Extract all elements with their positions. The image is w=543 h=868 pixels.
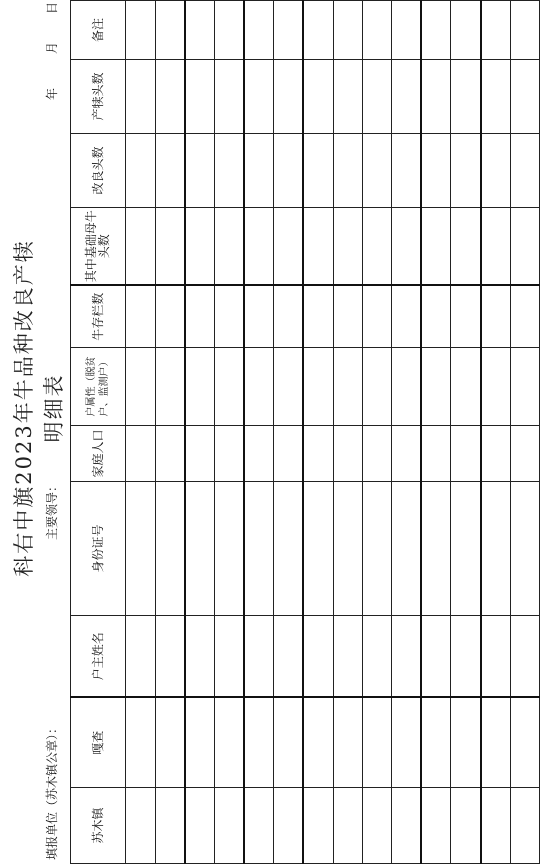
table-cell bbox=[126, 788, 155, 864]
table-cell bbox=[244, 426, 274, 482]
table-cell bbox=[274, 208, 304, 286]
table-cell bbox=[126, 60, 155, 134]
table-cell bbox=[391, 698, 421, 788]
table-row bbox=[185, 1, 215, 864]
table-cell bbox=[185, 788, 215, 864]
table-row bbox=[421, 1, 451, 864]
table-cell bbox=[451, 482, 481, 616]
table-cell bbox=[214, 208, 244, 286]
table-cell bbox=[362, 426, 391, 482]
table-row bbox=[126, 1, 155, 864]
table-cell bbox=[185, 348, 215, 426]
table-cell bbox=[274, 426, 304, 482]
date-month: 月 bbox=[45, 41, 59, 54]
table-cell bbox=[421, 698, 451, 788]
table-cell bbox=[274, 616, 304, 698]
table-cell bbox=[510, 134, 539, 208]
table-cell bbox=[481, 60, 511, 134]
table-cell bbox=[185, 426, 215, 482]
table-cell bbox=[244, 60, 274, 134]
table-cell bbox=[362, 134, 391, 208]
table-cell bbox=[362, 1, 391, 60]
col-header-cattle-stock: 牛存栏数 bbox=[71, 286, 126, 348]
table-cell bbox=[333, 60, 362, 134]
table-cell bbox=[451, 208, 481, 286]
table-cell bbox=[303, 1, 333, 60]
table-cell bbox=[244, 482, 274, 616]
date-day: 日 bbox=[45, 1, 59, 14]
table-row bbox=[214, 1, 244, 864]
table-cell bbox=[303, 208, 333, 286]
table-cell bbox=[451, 426, 481, 482]
table-cell bbox=[391, 482, 421, 616]
table-cell bbox=[510, 1, 539, 60]
table-cell bbox=[185, 208, 215, 286]
table-cell bbox=[421, 348, 451, 426]
table-cell bbox=[274, 286, 304, 348]
table-cell bbox=[214, 788, 244, 864]
table-row bbox=[303, 1, 333, 864]
table-cell bbox=[185, 60, 215, 134]
table-cell bbox=[185, 1, 215, 60]
table-cell bbox=[126, 1, 155, 60]
table-cell bbox=[126, 616, 155, 698]
table-cell bbox=[333, 348, 362, 426]
table-header-row bbox=[71, 1, 126, 864]
table-cell bbox=[214, 482, 244, 616]
table-cell bbox=[333, 286, 362, 348]
table-cell bbox=[451, 788, 481, 864]
table-cell bbox=[333, 788, 362, 864]
table-cell bbox=[274, 788, 304, 864]
table-cell bbox=[451, 286, 481, 348]
table-cell bbox=[214, 348, 244, 426]
table-cell bbox=[421, 208, 451, 286]
table-cell bbox=[303, 286, 333, 348]
table-cell bbox=[155, 1, 185, 60]
table-cell bbox=[481, 348, 511, 426]
table-cell bbox=[244, 286, 274, 348]
table-cell bbox=[155, 788, 185, 864]
table-cell bbox=[303, 348, 333, 426]
table-cell bbox=[185, 482, 215, 616]
table-cell bbox=[362, 788, 391, 864]
table-cell bbox=[421, 286, 451, 348]
table-cell bbox=[126, 286, 155, 348]
table-cell bbox=[155, 208, 185, 286]
table-cell bbox=[510, 426, 539, 482]
table-cell bbox=[451, 1, 481, 60]
table-cell bbox=[421, 482, 451, 616]
table-cell bbox=[421, 1, 451, 60]
table-cell bbox=[244, 788, 274, 864]
table-cell bbox=[214, 616, 244, 698]
table-cell bbox=[126, 482, 155, 616]
col-header-id-number: 身份证号 bbox=[71, 482, 126, 616]
table-row bbox=[155, 1, 185, 864]
table-cell bbox=[274, 1, 304, 60]
table-cell bbox=[303, 134, 333, 208]
table-cell bbox=[244, 348, 274, 426]
table-cell bbox=[155, 426, 185, 482]
table-cell bbox=[510, 286, 539, 348]
table-row bbox=[362, 1, 391, 864]
table-cell bbox=[214, 60, 244, 134]
table-row bbox=[391, 1, 421, 864]
table-cell bbox=[303, 482, 333, 616]
table-cell bbox=[126, 426, 155, 482]
table-cell bbox=[391, 1, 421, 60]
table-row bbox=[510, 1, 539, 864]
table-cell bbox=[214, 426, 244, 482]
col-header-base-cows: 其中基础母牛头数 bbox=[71, 208, 126, 286]
table-cell bbox=[333, 1, 362, 60]
table-cell bbox=[362, 208, 391, 286]
table-cell bbox=[244, 134, 274, 208]
table-cell bbox=[303, 788, 333, 864]
table-row bbox=[333, 1, 362, 864]
table-cell bbox=[333, 208, 362, 286]
col-header-calves-count: 产犊头数 bbox=[71, 60, 126, 134]
table-cell bbox=[214, 134, 244, 208]
table-cell bbox=[126, 348, 155, 426]
table-cell bbox=[274, 698, 304, 788]
table-cell bbox=[185, 286, 215, 348]
table-row bbox=[274, 1, 304, 864]
col-header-gacha: 嘎查 bbox=[71, 698, 126, 788]
table-cell bbox=[391, 60, 421, 134]
table-cell bbox=[362, 698, 391, 788]
table-cell bbox=[214, 286, 244, 348]
table-cell bbox=[333, 482, 362, 616]
table-cell bbox=[362, 616, 391, 698]
col-header-sumu: 苏木镇 bbox=[71, 788, 126, 864]
table-cell bbox=[333, 616, 362, 698]
table-body bbox=[126, 1, 540, 864]
table-cell bbox=[391, 286, 421, 348]
table-cell bbox=[421, 788, 451, 864]
table-cell bbox=[185, 698, 215, 788]
table-cell bbox=[510, 788, 539, 864]
detail-table bbox=[70, 0, 540, 864]
table-cell bbox=[481, 788, 511, 864]
table-cell bbox=[333, 426, 362, 482]
table-cell bbox=[391, 208, 421, 286]
table-cell bbox=[303, 616, 333, 698]
table-row bbox=[244, 1, 274, 864]
table-cell bbox=[126, 134, 155, 208]
table-row bbox=[481, 1, 511, 864]
table-cell bbox=[303, 698, 333, 788]
table-cell bbox=[451, 134, 481, 208]
table-cell bbox=[185, 134, 215, 208]
table-cell bbox=[510, 348, 539, 426]
table-cell bbox=[391, 426, 421, 482]
table-cell bbox=[244, 1, 274, 60]
table-cell bbox=[481, 616, 511, 698]
reporting-unit-label: 填报单位（苏木镇公章）： bbox=[45, 721, 59, 860]
table-cell bbox=[481, 482, 511, 616]
table-cell bbox=[362, 286, 391, 348]
table-cell bbox=[510, 60, 539, 134]
col-header-remarks: 备注 bbox=[71, 1, 126, 60]
table-cell bbox=[481, 286, 511, 348]
table-cell bbox=[481, 426, 511, 482]
table-cell bbox=[155, 286, 185, 348]
table-cell bbox=[244, 616, 274, 698]
main-leader-label: 主要领导： bbox=[45, 479, 59, 540]
table-cell bbox=[421, 134, 451, 208]
table-cell bbox=[451, 616, 481, 698]
table-cell bbox=[126, 698, 155, 788]
col-header-household-type: 户属性（脱贫户、监测户） bbox=[71, 348, 126, 426]
table-cell bbox=[391, 348, 421, 426]
table-cell bbox=[510, 616, 539, 698]
table-cell bbox=[481, 208, 511, 286]
table-cell bbox=[510, 482, 539, 616]
table-cell bbox=[155, 134, 185, 208]
table-cell bbox=[303, 60, 333, 134]
table-cell bbox=[214, 698, 244, 788]
table-cell bbox=[362, 482, 391, 616]
table-cell bbox=[185, 616, 215, 698]
table-cell bbox=[421, 426, 451, 482]
col-header-improved-count: 改良头数 bbox=[71, 134, 126, 208]
page-title: 科右中旗2023年牛品种改良产犊明细表 bbox=[12, 239, 66, 577]
table-cell bbox=[244, 208, 274, 286]
col-header-family-size: 家庭人口 bbox=[71, 426, 126, 482]
table-cell bbox=[155, 482, 185, 616]
table-cell bbox=[510, 208, 539, 286]
table-cell bbox=[481, 698, 511, 788]
table-cell bbox=[510, 698, 539, 788]
table-cell bbox=[244, 698, 274, 788]
table-cell bbox=[362, 348, 391, 426]
table-cell bbox=[214, 1, 244, 60]
table-cell bbox=[421, 60, 451, 134]
table-row bbox=[451, 1, 481, 864]
table-cell bbox=[391, 134, 421, 208]
table-cell bbox=[274, 60, 304, 134]
table-cell bbox=[333, 698, 362, 788]
table-cell bbox=[333, 134, 362, 208]
table-cell bbox=[451, 348, 481, 426]
table-cell bbox=[303, 426, 333, 482]
col-header-household-head: 户主姓名 bbox=[71, 616, 126, 698]
table-cell bbox=[391, 788, 421, 864]
table-cell bbox=[481, 134, 511, 208]
table-cell bbox=[274, 348, 304, 426]
table-cell bbox=[274, 134, 304, 208]
table-cell bbox=[155, 616, 185, 698]
table-cell bbox=[391, 616, 421, 698]
table-cell bbox=[451, 60, 481, 134]
table-cell bbox=[126, 208, 155, 286]
table-cell bbox=[481, 1, 511, 60]
table-cell bbox=[155, 60, 185, 134]
table-cell bbox=[451, 698, 481, 788]
table-cell bbox=[421, 616, 451, 698]
table-cell bbox=[362, 60, 391, 134]
table-cell bbox=[274, 482, 304, 616]
table-cell bbox=[155, 348, 185, 426]
table-cell bbox=[155, 698, 185, 788]
date-year: 年 bbox=[45, 87, 59, 100]
